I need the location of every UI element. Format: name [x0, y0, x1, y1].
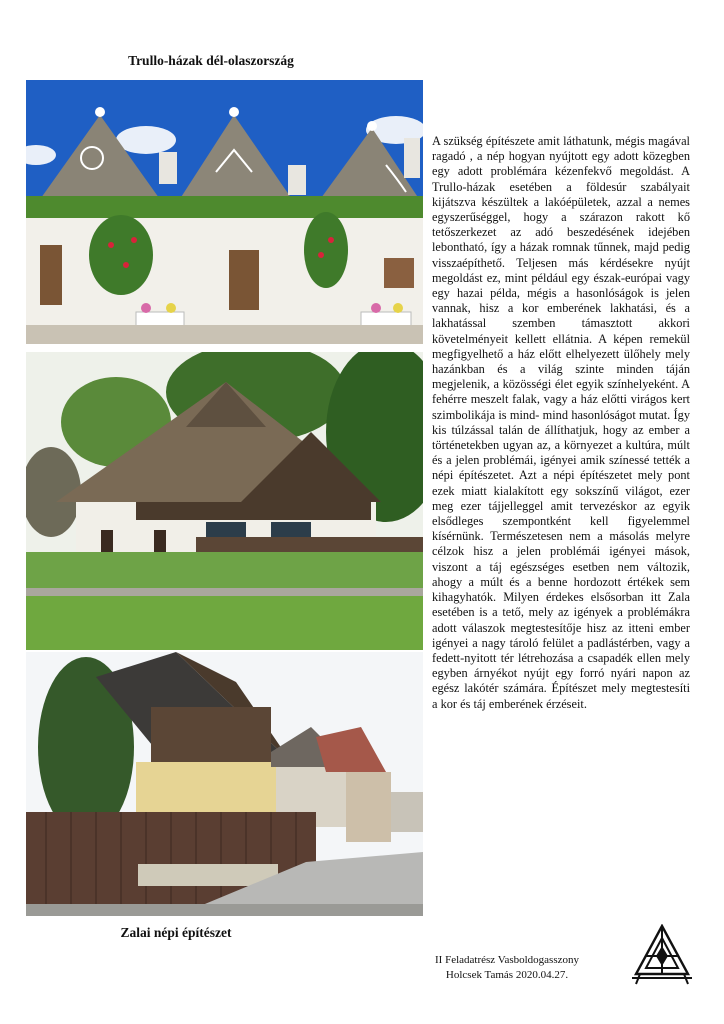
- footer: [392, 953, 622, 983]
- thatched-farmhouse-photo: [26, 352, 423, 650]
- zala-street-houses-photo: [26, 652, 423, 916]
- footer-line-author: Holcsek Tamás 2020.04.27.: [445, 969, 569, 981]
- caption-trullo: Trullo-házak dél-olaszország: [128, 53, 294, 68]
- body-paragraph: A szükség építészete amit láthatunk, mégis magával ragadó , a nép hogyan nyújtott egy adott közegben egy adott problémára kézenfekvő megoldást. A Trullo-házak esetében a földesúr szabályait kijátszva készültek a lakóépületek, azzal a nemes egyszerűséggel, hogy a szárazon rakott kő tetőszerkezet az adó beszedésének idejében lebontható, így a házak romnak tűnnek, majd pedig visszaépíthető. Teljesen más kérdésekre nyújt megoldást ez, mint például egy észak-európai vagy egy hazai példa, mégis a hasonlóságok is jelen vannak, hisz a kor emberének lakhatási, és a lakhatással szemben támasztott akkori követelményeit kellett ellátnia. A képen remekül megfigyelhető a ház előtt elhelyezett ülőhely mely hazánkban és a világ szinte minden táján megjelenik, a közösségi élet egyik színhelyeként. A fehérre meszelt falak, vagy a ház előtti virágos kert szimbolikája is mind- mind hasonlóságot mutat. Így kis túlzással talán de állíthatjuk, hogy az ember a történetekben ugyan az, a környezet a kultúra, múlt és a jelen problémái, igényei amik színessé tették a népi építészetet. Azt a népi építészetet mely pont ezek miatt kialakított egy sokszínű világot, ezer meg ezer tájjelleggel amit tervezéskor az egyik elsődleges szempontként kell figyelemmel kísérnünk. Természetesen nem a másolás melyre célzok hisz a jelen problémái igényei mások, viszont a táj egészséges esetben nem változik, ahogy a múlt és a benne hordozott értékek sem kihagyhatók. Milyen érdekes elsősorban itt Zala esetében is a tető, mely az igények a problémákra adott válaszok megtestesítője hisz az itteni ember igényei a nagy tároló felület a padlástérben, vagy a fedett-nyitott tér létrehozása a csapadék ellen mely egyben árnyékot nyújt egy forró nyári napon az egész lakótér számára. Építészet mely megtestesíti a kor és táj emberének érzéseit.: [432, 134, 690, 711]
- caption-zala: Zalai népi építészet: [120, 925, 232, 940]
- trullo-houses-photo: [26, 80, 423, 344]
- logo-icon: [632, 924, 692, 986]
- body-text: [432, 134, 690, 712]
- footer-line-task: II Feladatrész Vasboldogasszony: [435, 954, 579, 966]
